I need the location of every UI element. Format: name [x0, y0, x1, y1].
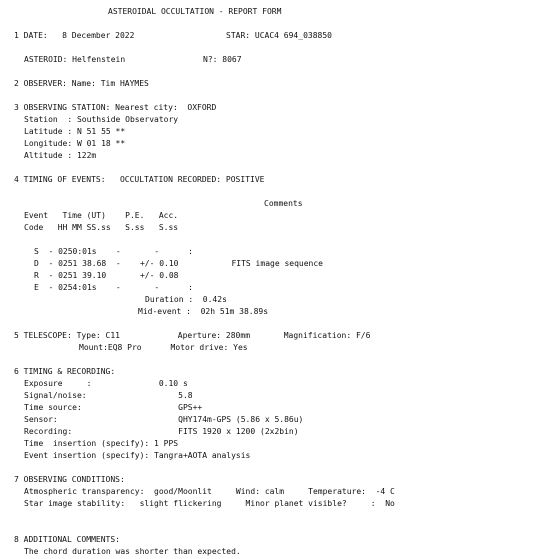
sensor-line: Sensor: QHY174m-GPS (5.86 x 5.86u)	[24, 415, 304, 424]
telescope-line-2: Mount:EQ8 Pro Motor drive: Yes	[79, 343, 248, 352]
station-heading: 3 OBSERVING STATION: Nearest city: OXFORD	[14, 103, 217, 112]
asteroid-line: ASTEROID: Helfenstein	[24, 55, 126, 64]
mid-event-line: Mid-event : 02h 51m 38.89s	[138, 307, 269, 316]
duration-line: Duration : 0.42s	[145, 295, 227, 304]
comments-heading: 8 ADDITIONAL COMMENTS:	[14, 535, 120, 544]
signal-noise-line: Signal/noise: 5.8	[24, 391, 193, 400]
recording-heading: 6 TIMING & RECORDING:	[14, 367, 116, 376]
date-line: 1 DATE: 8 December 2022	[14, 31, 135, 40]
comments-text: The chord duration was shorter than expected.	[24, 547, 241, 556]
station-latitude: Latitude : N 51 55 **	[24, 127, 126, 136]
timing-heading: 4 TIMING OF EVENTS: OCCULTATION RECORDED: POSITIVE	[14, 175, 265, 184]
timing-header-row-2: Code HH MM SS.ss S.ss S.ss	[24, 223, 179, 232]
observer-line: 2 OBSERVER: Name: Tim HAYMES	[14, 79, 149, 88]
time-insertion-line: Time insertion (specify): 1 PPS	[24, 439, 179, 448]
time-source-line: Time source: GPS++	[24, 403, 203, 412]
event-row-e: E - 0254:01s - - :	[34, 283, 193, 292]
event-row-s: S - 0250:01s - - :	[34, 247, 193, 256]
event-row-d: D - 0251 38.68 - +/- 0.10 FITS image sequence	[34, 259, 323, 268]
form-title: ASTEROIDAL OCCULTATION - REPORT FORM	[108, 7, 282, 16]
exposure-line: Exposure : 0.10 s	[24, 379, 188, 388]
asteroid-number: N?: 8067	[203, 55, 242, 64]
comments-column-header: Comments	[264, 199, 303, 208]
star-line: STAR: UCAC4 694_038850	[226, 31, 332, 40]
recording-line: Recording: FITS 1920 x 1200 (2x2bin)	[24, 427, 299, 436]
conditions-line-1: Atmospheric transparency: good/Moonlit Wind: calm Temperature: -4 C	[24, 487, 395, 496]
station-altitude: Altitude : 122m	[24, 151, 97, 160]
station-longitude: Longitude: W 01 18 **	[24, 139, 126, 148]
event-insertion-line: Event insertion (specify): Tangra+AOTA analysis	[24, 451, 251, 460]
timing-header-row-1: Event Time (UT) P.E. Acc.	[24, 211, 179, 220]
telescope-line-1: 5 TELESCOPE: Type: C11 Aperture: 280mm Magnification: F/6	[14, 331, 371, 340]
conditions-heading: 7 OBSERVING CONDITIONS:	[14, 475, 125, 484]
station-name: Station : Southside Observatory	[24, 115, 179, 124]
conditions-line-2: Star image stability: slight flickering Minor planet visible? : No	[24, 499, 395, 508]
event-row-r: R - 0251 39.10 +/- 0.08	[34, 271, 179, 280]
